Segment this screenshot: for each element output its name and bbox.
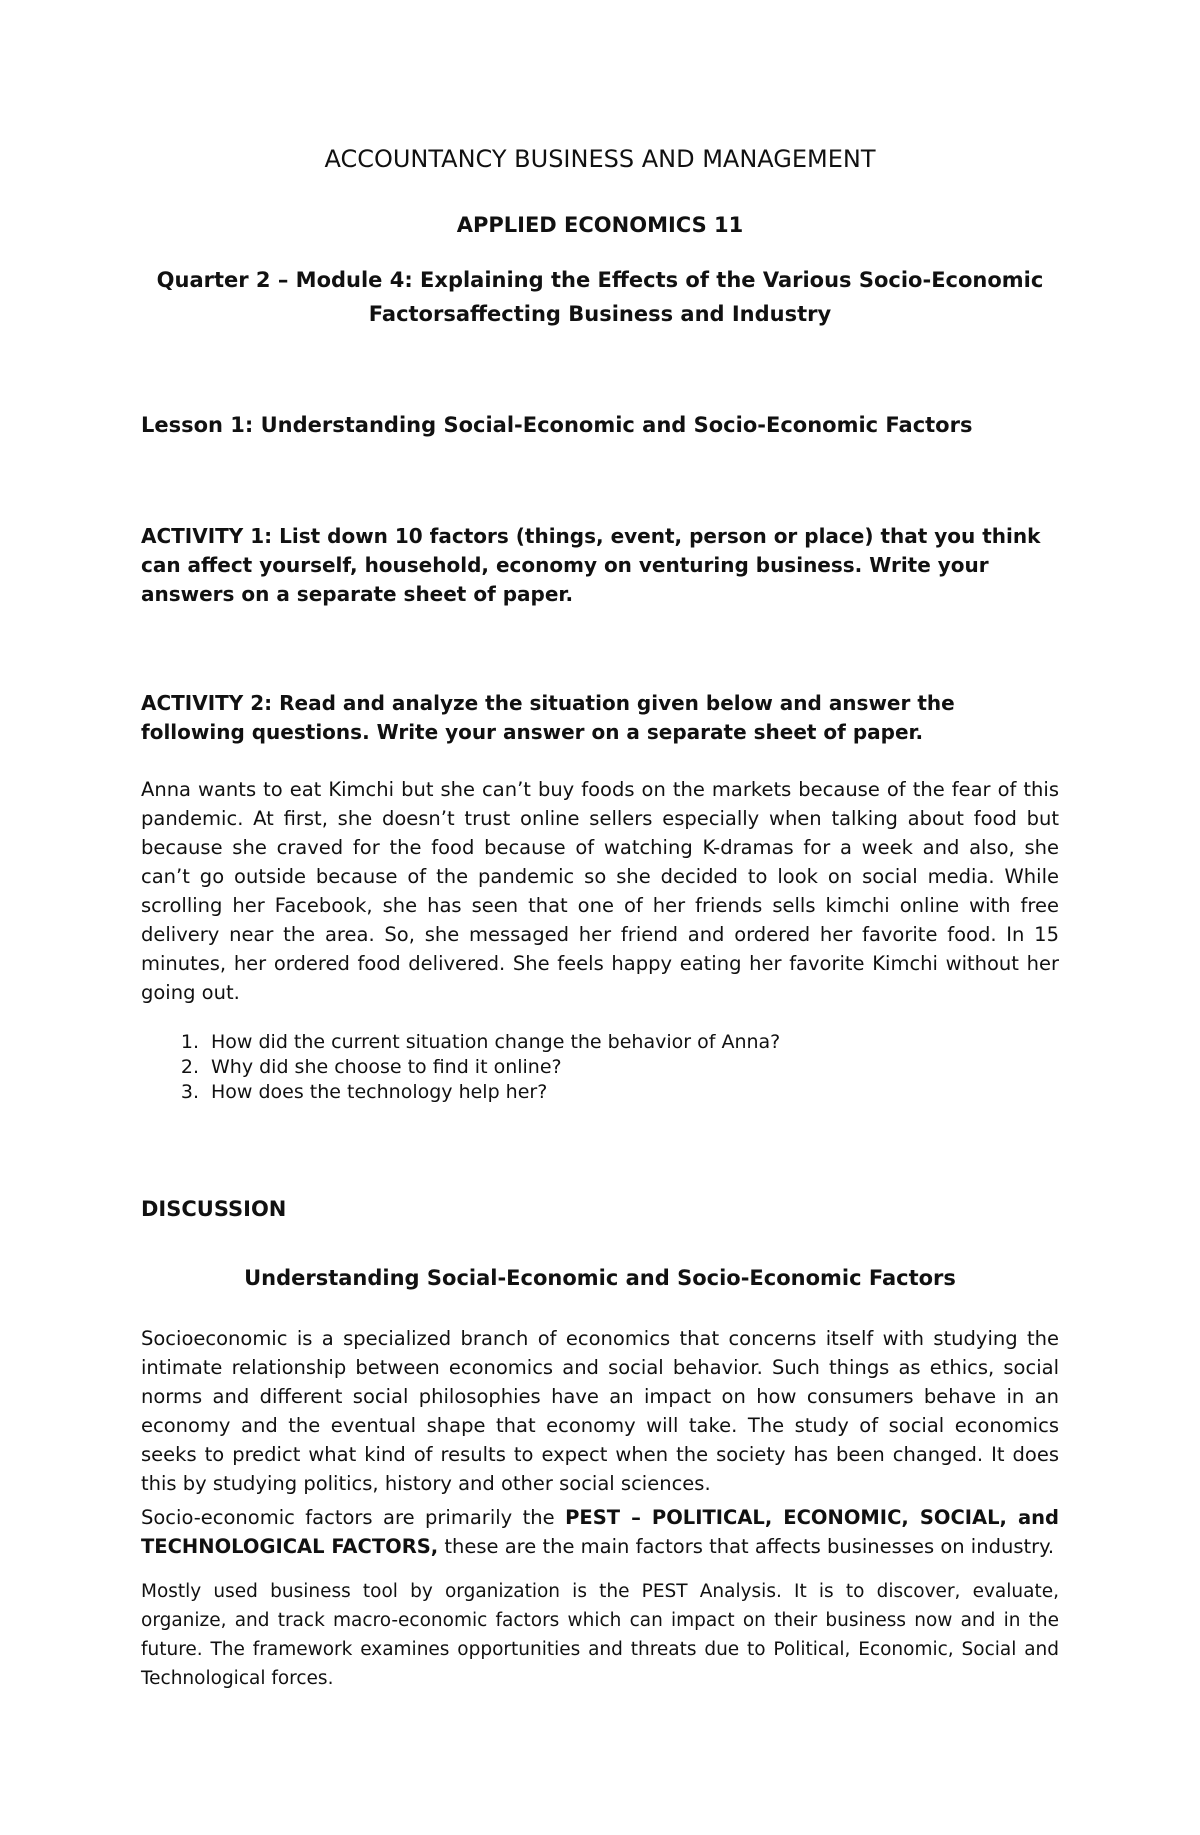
activity-2: ACTIVITY 2: Read and analyze the situation given below and answer the following questions. Write your answer on a separate sheet of paper. (141, 691, 955, 744)
module-title-line2: Factorsaffecting Business and Industry (368, 302, 832, 326)
discussion-paragraph-1: Socioeconomic is a specialized branch of economics that concerns itself with studying the intimate relationship between economics and social behavior. Such things as ethics, social norms and different social philosophies have an impact on how consumers behave in an economy and the eventual shape that economy will take. The study of social economics seeks to predict what kind of results to expect when the society has been changed. It does this by studying politics, history and other social sciences. (141, 1327, 1059, 1495)
discussion-paragraph-2 (141, 1503, 1059, 1561)
question-number: 3. (180, 1081, 199, 1103)
subject-title: APPLIED ECONOMICS 11 (456, 213, 744, 237)
question-text: How did the current situation change the behavior of Anna? (211, 1031, 781, 1053)
question-number: 2. (180, 1056, 199, 1078)
section-title: Understanding Social-Economic and Socio-Economic Factors (244, 1266, 956, 1290)
document-title: ACCOUNTANCY BUSINESS AND MANAGEMENT (324, 145, 876, 173)
module-title (141, 263, 1059, 331)
question-list (141, 1030, 1059, 1105)
list-item (141, 1080, 1059, 1105)
question-text: Why did she choose to find it online? (211, 1056, 562, 1078)
pest-emphasis: PEST – POLITICAL, ECONOMIC, SOCIAL, and TECHNOLOGICAL FACTORS, (141, 1506, 1059, 1558)
question-number: 1. (180, 1031, 199, 1053)
paragraph2-end: these are the main factors that affects businesses on industry. (438, 1535, 1055, 1558)
module-title-line1: Quarter 2 – Module 4: Explaining the Effects of the Various Socio-Economic (156, 268, 1044, 292)
lesson-title: Lesson 1: Understanding Social-Economic and Socio-Economic Factors (141, 413, 973, 437)
discussion-heading: DISCUSSION (141, 1197, 287, 1221)
discussion-paragraph-3: Mostly used business tool by organization is the PEST Analysis. It is to discover, evaluate, organize, and track macro-economic factors which can impact on their business now and in the future. The framework examines opportunities and threats due to Political, Economic, Social and Technological forces. (141, 1581, 1059, 1689)
activity-1: ACTIVITY 1: List down 10 factors (things, event, person or place) that you think can affect yourself, household, economy on venturing business. Write your answers on a separate sheet of paper. (141, 524, 1041, 606)
question-text: How does the technology help her? (211, 1081, 548, 1103)
situation-paragraph: Anna wants to eat Kimchi but she can’t buy foods on the markets because of the fear of this pandemic. At first, she doesn’t trust online sellers especially when talking about food but because she craved for the food because of watching K-dramas for a week and also, she can’t go outside because of the pandemic so she decided to look on social media. While scrolling her Facebook, she has seen that one of her friends sells kimchi online with free delivery near the area. So, she messaged her friend and ordered her favorite food. In 15 minutes, her ordered food delivered. She feels happy eating her favorite Kimchi without her going out. (141, 778, 1059, 1004)
list-item (141, 1055, 1059, 1080)
list-item (141, 1030, 1059, 1055)
paragraph2-start: Socio-economic factors are primarily the (141, 1506, 566, 1529)
